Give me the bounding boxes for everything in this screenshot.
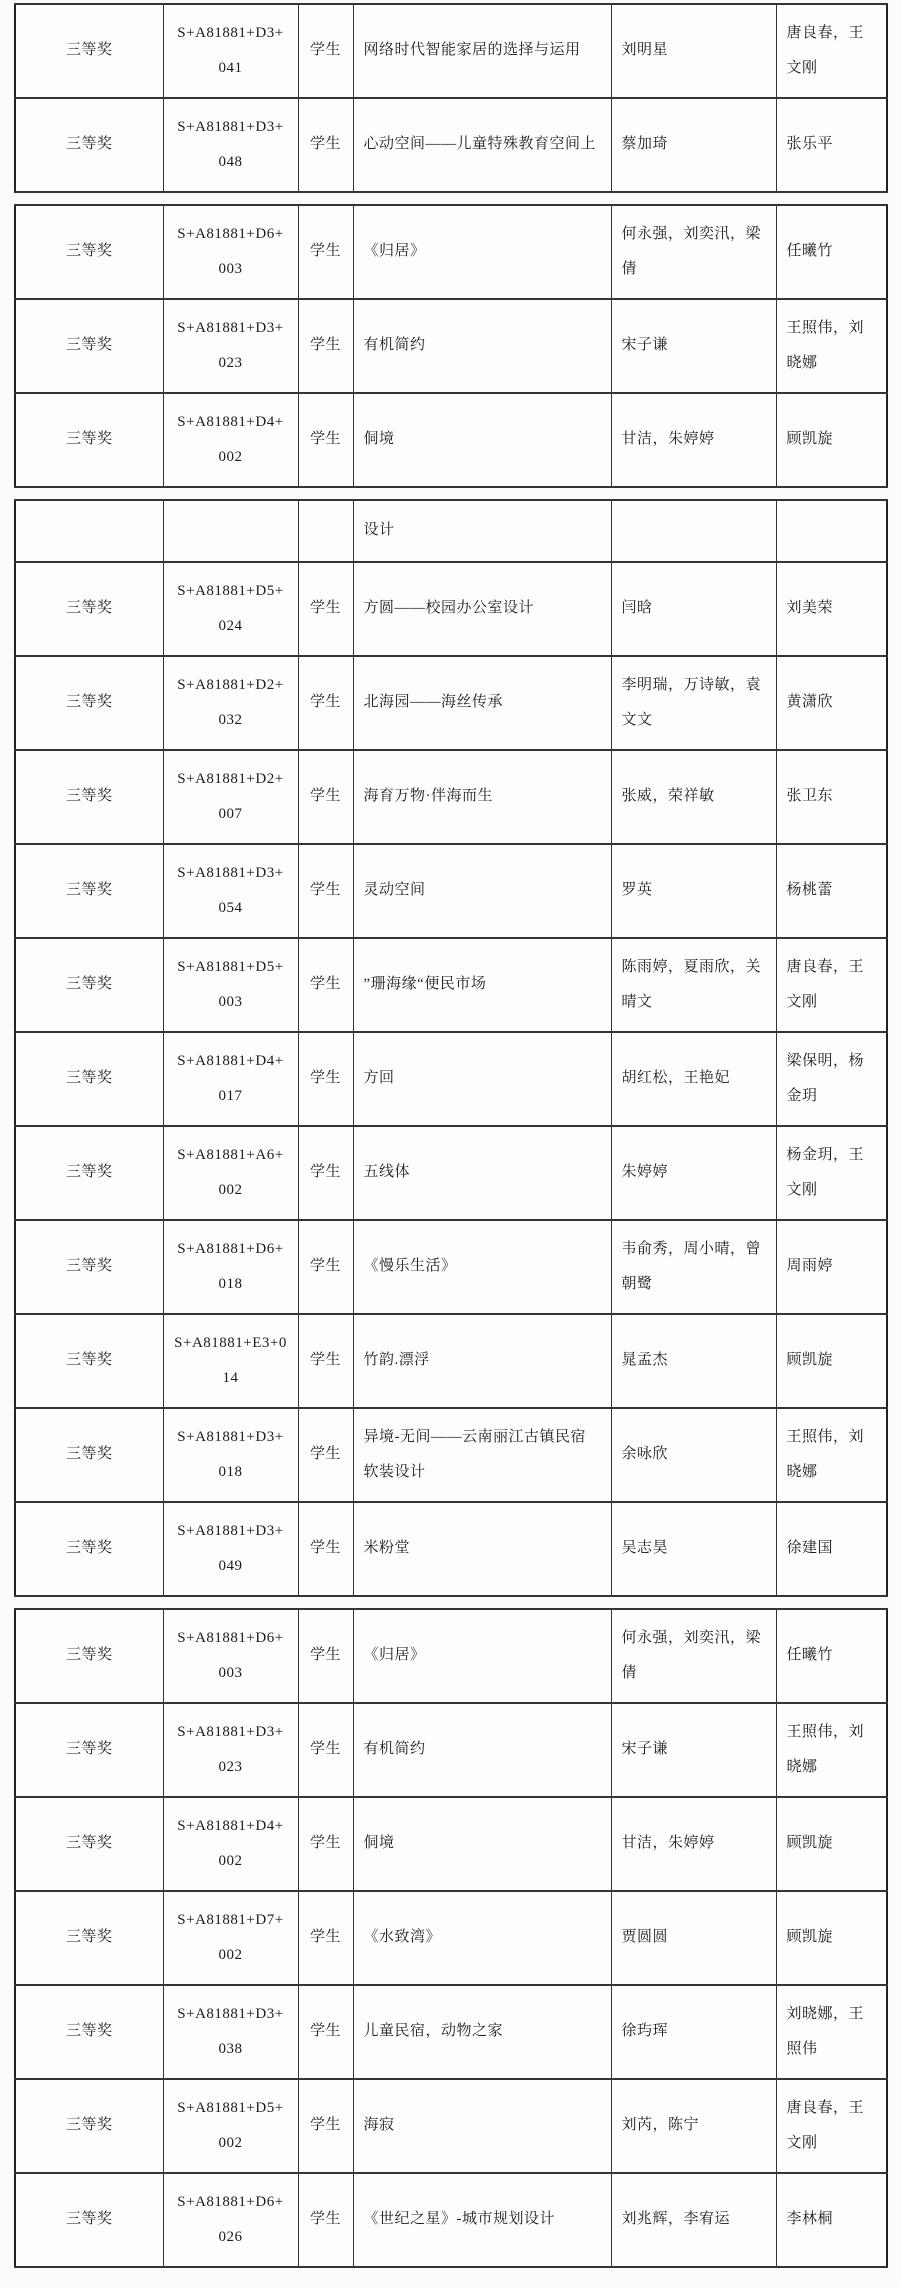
table-row — [15, 844, 887, 938]
advisors-cell: 任曦竹 — [776, 1609, 887, 1703]
entry-code-cell: S+A81881+D5+002 — [163, 2079, 298, 2173]
award-level-cell: 三等奖 — [15, 1703, 163, 1797]
table-row — [15, 1126, 887, 1220]
participant-type-cell: 学生 — [298, 1032, 353, 1126]
participants-cell: 宋子谦 — [611, 1703, 776, 1797]
award-level-cell: 三等奖 — [15, 98, 163, 192]
table-row — [15, 205, 887, 299]
work-title-cell: 有机简约 — [353, 1703, 611, 1797]
table-row — [15, 1891, 887, 1985]
work-title-cell: 侗境 — [353, 393, 611, 487]
participant-type-cell: 学生 — [298, 393, 353, 487]
participants-cell: 何永强，刘奕汛，梁倩 — [611, 205, 776, 299]
work-title-cell: 灵动空间 — [353, 844, 611, 938]
award-level-cell: 三等奖 — [15, 844, 163, 938]
work-title-cell: 《归居》 — [353, 1609, 611, 1703]
participant-type-cell: 学生 — [298, 1891, 353, 1985]
table-row — [15, 1408, 887, 1502]
entry-code-cell: S+A81881+E3+014 — [163, 1314, 298, 1408]
award-level-cell: 三等奖 — [15, 1220, 163, 1314]
award-level-cell: 三等奖 — [15, 1502, 163, 1596]
table-row — [15, 393, 887, 487]
participant-type-cell: 学生 — [298, 656, 353, 750]
participants-cell: 甘洁，朱婷婷 — [611, 393, 776, 487]
participants-cell: 刘兆辉，李宥运 — [611, 2173, 776, 2267]
award-level-cell: 三等奖 — [15, 938, 163, 1032]
table-row — [15, 500, 887, 562]
advisors-cell: 唐良春，王文刚 — [776, 4, 887, 98]
table-row — [15, 750, 887, 844]
award-level-cell: 三等奖 — [15, 1797, 163, 1891]
entry-code-cell: S+A81881+D3+038 — [163, 1985, 298, 2079]
table-row — [15, 938, 887, 1032]
participants-cell: 胡红松，王艳妃 — [611, 1032, 776, 1126]
participant-type-cell: 学生 — [298, 1220, 353, 1314]
participants-cell: 罗英 — [611, 844, 776, 938]
entry-code-cell: S+A81881+D6+018 — [163, 1220, 298, 1314]
participant-type-cell: 学生 — [298, 1703, 353, 1797]
participants-cell: 张威，荣祥敏 — [611, 750, 776, 844]
entry-code-cell: S+A81881+D5+024 — [163, 562, 298, 656]
award-table-block-3 — [14, 499, 888, 1597]
advisors-cell: 唐良春，王文刚 — [776, 2079, 887, 2173]
advisors-cell: 王照伟，刘晓娜 — [776, 1703, 887, 1797]
award-level-cell — [15, 500, 163, 562]
participant-type-cell: 学生 — [298, 98, 353, 192]
participant-type-cell: 学生 — [298, 4, 353, 98]
advisors-cell: 王照伟，刘晓娜 — [776, 299, 887, 393]
award-level-cell: 三等奖 — [15, 656, 163, 750]
award-tables-container — [14, 3, 887, 2268]
participant-type-cell: 学生 — [298, 1126, 353, 1220]
participant-type-cell: 学生 — [298, 1502, 353, 1596]
participants-cell: 何永强，刘奕汛，梁倩 — [611, 1609, 776, 1703]
table-row — [15, 299, 887, 393]
advisors-cell: 梁保明，杨金玥 — [776, 1032, 887, 1126]
participant-type-cell: 学生 — [298, 938, 353, 1032]
participant-type-cell: 学生 — [298, 1609, 353, 1703]
participant-type-cell: 学生 — [298, 1985, 353, 2079]
entry-code-cell: S+A81881+D6+003 — [163, 205, 298, 299]
entry-code-cell: S+A81881+D3+049 — [163, 1502, 298, 1596]
table-row — [15, 1985, 887, 2079]
participant-type-cell: 学生 — [298, 844, 353, 938]
work-title-cell: 海寂 — [353, 2079, 611, 2173]
participants-cell: 贾圆圆 — [611, 1891, 776, 1985]
participants-cell: 徐玙珲 — [611, 1985, 776, 2079]
participants-cell: 朱婷婷 — [611, 1126, 776, 1220]
entry-code-cell: S+A81881+D3+018 — [163, 1408, 298, 1502]
award-level-cell: 三等奖 — [15, 1891, 163, 1985]
entry-code-cell: S+A81881+D3+048 — [163, 98, 298, 192]
entry-code-cell: S+A81881+A6+002 — [163, 1126, 298, 1220]
advisors-cell: 顾凯旋 — [776, 1797, 887, 1891]
table-row — [15, 1220, 887, 1314]
participants-cell: 刘明星 — [611, 4, 776, 98]
entry-code-cell: S+A81881+D3+023 — [163, 299, 298, 393]
work-title-cell: 竹韵.漂浮 — [353, 1314, 611, 1408]
table-row — [15, 1032, 887, 1126]
advisors-cell: 顾凯旋 — [776, 1891, 887, 1985]
work-title-cell: 北海园——海丝传承 — [353, 656, 611, 750]
award-level-cell: 三等奖 — [15, 1609, 163, 1703]
advisors-cell: 顾凯旋 — [776, 393, 887, 487]
work-title-cell: 心动空间——儿童特殊教育空间上 — [353, 98, 611, 192]
participants-cell: 甘洁，朱婷婷 — [611, 1797, 776, 1891]
participants-cell: 陈雨婷，夏雨欣，关晴文 — [611, 938, 776, 1032]
participants-cell: 吴志昊 — [611, 1502, 776, 1596]
participants-cell: 蔡加琦 — [611, 98, 776, 192]
work-title-cell: ”珊海缘“便民市场 — [353, 938, 611, 1032]
work-title-cell: 方回 — [353, 1032, 611, 1126]
entry-code-cell: S+A81881+D5+003 — [163, 938, 298, 1032]
award-level-cell: 三等奖 — [15, 1126, 163, 1220]
award-level-cell: 三等奖 — [15, 205, 163, 299]
participant-type-cell: 学生 — [298, 750, 353, 844]
award-level-cell: 三等奖 — [15, 750, 163, 844]
award-level-cell: 三等奖 — [15, 1314, 163, 1408]
table-row — [15, 562, 887, 656]
participants-cell: 刘芮，陈宁 — [611, 2079, 776, 2173]
participants-cell: 晁孟杰 — [611, 1314, 776, 1408]
award-table-block-2 — [14, 204, 888, 488]
table-row — [15, 1797, 887, 1891]
advisors-cell: 刘美荣 — [776, 562, 887, 656]
entry-code-cell: S+A81881+D4+002 — [163, 393, 298, 487]
advisors-cell: 张卫东 — [776, 750, 887, 844]
award-level-cell: 三等奖 — [15, 299, 163, 393]
table-row — [15, 1703, 887, 1797]
work-title-cell: 网络时代智能家居的选择与运用 — [353, 4, 611, 98]
work-title-cell: 设计 — [353, 500, 611, 562]
table-row — [15, 98, 887, 192]
advisors-cell: 唐良春，王文刚 — [776, 938, 887, 1032]
participants-cell: 余咏欣 — [611, 1408, 776, 1502]
work-title-cell: 《水致湾》 — [353, 1891, 611, 1985]
advisors-cell: 杨桃蕾 — [776, 844, 887, 938]
award-level-cell: 三等奖 — [15, 1032, 163, 1126]
participant-type-cell: 学生 — [298, 1408, 353, 1502]
entry-code-cell: S+A81881+D2+032 — [163, 656, 298, 750]
participant-type-cell: 学生 — [298, 1797, 353, 1891]
table-row — [15, 1314, 887, 1408]
award-level-cell: 三等奖 — [15, 4, 163, 98]
work-title-cell: 五线体 — [353, 1126, 611, 1220]
entry-code-cell: S+A81881+D7+002 — [163, 1891, 298, 1985]
entry-code-cell — [163, 500, 298, 562]
participant-type-cell — [298, 500, 353, 562]
entry-code-cell: S+A81881+D6+003 — [163, 1609, 298, 1703]
work-title-cell: 有机简约 — [353, 299, 611, 393]
participants-cell: 宋子谦 — [611, 299, 776, 393]
advisors-cell: 黄潇欣 — [776, 656, 887, 750]
participant-type-cell: 学生 — [298, 2173, 353, 2267]
table-row — [15, 656, 887, 750]
participants-cell: 李明瑞，万诗敏，袁文文 — [611, 656, 776, 750]
advisors-cell: 李林桐 — [776, 2173, 887, 2267]
entry-code-cell: S+A81881+D6+026 — [163, 2173, 298, 2267]
advisors-cell: 任曦竹 — [776, 205, 887, 299]
participants-cell — [611, 500, 776, 562]
award-level-cell: 三等奖 — [15, 1985, 163, 2079]
award-level-cell: 三等奖 — [15, 2079, 163, 2173]
award-level-cell: 三等奖 — [15, 2173, 163, 2267]
work-title-cell: 侗境 — [353, 1797, 611, 1891]
advisors-cell: 杨金玥，王文刚 — [776, 1126, 887, 1220]
work-title-cell: 儿童民宿，动物之家 — [353, 1985, 611, 2079]
table-row — [15, 1502, 887, 1596]
entry-code-cell: S+A81881+D3+054 — [163, 844, 298, 938]
advisors-cell: 王照伟，刘晓娜 — [776, 1408, 887, 1502]
participant-type-cell: 学生 — [298, 562, 353, 656]
participants-cell: 闫晗 — [611, 562, 776, 656]
participants-cell: 韦俞秀，周小晴，曾朝鹭 — [611, 1220, 776, 1314]
table-row — [15, 4, 887, 98]
advisors-cell: 徐建国 — [776, 1502, 887, 1596]
table-row — [15, 2173, 887, 2267]
award-level-cell: 三等奖 — [15, 393, 163, 487]
entry-code-cell: S+A81881+D3+023 — [163, 1703, 298, 1797]
entry-code-cell: S+A81881+D4+017 — [163, 1032, 298, 1126]
advisors-cell: 顾凯旋 — [776, 1314, 887, 1408]
work-title-cell: 方圆——校园办公室设计 — [353, 562, 611, 656]
work-title-cell: 异境-无间——云南丽江古镇民宿软装设计 — [353, 1408, 611, 1502]
entry-code-cell: S+A81881+D3+041 — [163, 4, 298, 98]
advisors-cell: 周雨婷 — [776, 1220, 887, 1314]
work-title-cell: 《世纪之星》-城市规划设计 — [353, 2173, 611, 2267]
advisors-cell: 张乐平 — [776, 98, 887, 192]
participant-type-cell: 学生 — [298, 2079, 353, 2173]
work-title-cell: 米粉堂 — [353, 1502, 611, 1596]
participant-type-cell: 学生 — [298, 299, 353, 393]
participant-type-cell: 学生 — [298, 205, 353, 299]
table-row — [15, 2079, 887, 2173]
work-title-cell: 海育万物·伴海而生 — [353, 750, 611, 844]
advisors-cell: 刘晓娜，王照伟 — [776, 1985, 887, 2079]
award-level-cell: 三等奖 — [15, 1408, 163, 1502]
table-row — [15, 1609, 887, 1703]
award-table-block-1 — [14, 3, 888, 193]
work-title-cell: 《归居》 — [353, 205, 611, 299]
award-table-block-4 — [14, 1608, 888, 2268]
work-title-cell: 《慢乐生活》 — [353, 1220, 611, 1314]
participant-type-cell: 学生 — [298, 1314, 353, 1408]
entry-code-cell: S+A81881+D2+007 — [163, 750, 298, 844]
award-level-cell: 三等奖 — [15, 562, 163, 656]
advisors-cell — [776, 500, 887, 562]
entry-code-cell: S+A81881+D4+002 — [163, 1797, 298, 1891]
